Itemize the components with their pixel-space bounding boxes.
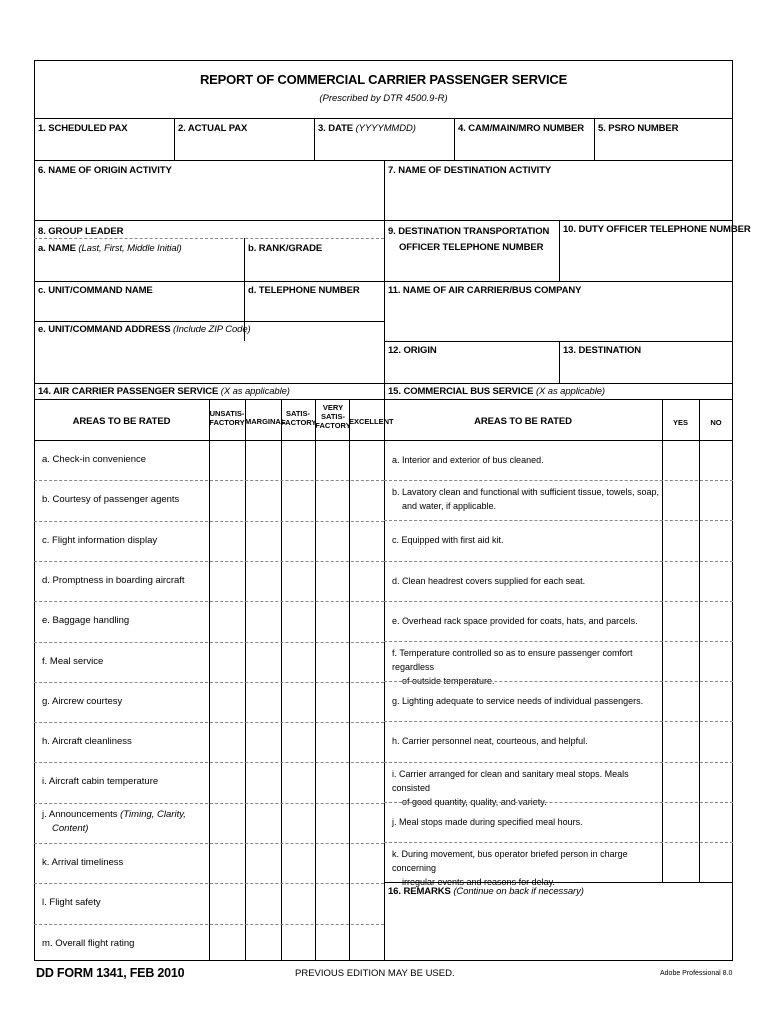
actual-pax-field[interactable] (176, 137, 312, 159)
air-rating-cell-excellent[interactable] (349, 803, 384, 843)
air-rating-cell-unsatisfactory[interactable] (209, 440, 245, 480)
destination-activity-label: 7. NAME OF DESTINATION ACTIVITY (388, 165, 552, 176)
bus-rating-item-label: i. Carrier arranged for clean and sanitary meal stops. Meals consisted of good quantity, quality, and variety. (392, 768, 629, 807)
air-rating-cell-satisfactory[interactable] (281, 561, 315, 601)
air-rating-cell-very-satisfactory[interactable] (315, 843, 349, 883)
cam-number-field[interactable] (456, 137, 592, 159)
bus-rating-cell-no[interactable] (699, 440, 733, 480)
air-rating-cell-unsatisfactory[interactable] (209, 762, 245, 802)
destination-label: 13. DESTINATION (563, 345, 642, 356)
psro-number-label: 5. PSRO NUMBER (598, 123, 679, 134)
air-rating-cell-excellent[interactable] (349, 561, 384, 601)
bus-rating-row (384, 842, 733, 887)
bus-rating-cell-yes[interactable] (662, 762, 699, 802)
scheduled-pax-field[interactable] (36, 137, 172, 159)
bus-rating-cell-no[interactable] (699, 561, 733, 601)
bus-rating-cell-no[interactable] (699, 842, 733, 882)
air-rating-cell-very-satisfactory[interactable] (315, 561, 349, 601)
leader-name-field[interactable] (36, 258, 242, 278)
remarks-field[interactable] (386, 900, 731, 958)
cam-number-label: 4. CAM/MAIN/MRO NUMBER (458, 123, 585, 134)
unit-address-label: e. UNIT/COMMAND ADDRESS (Include ZIP Code) (38, 324, 251, 335)
air-rating-row (34, 440, 384, 480)
col-yes: YES (672, 418, 688, 427)
air-rating-row (34, 924, 384, 964)
air-rating-cell-excellent[interactable] (349, 480, 384, 520)
air-rating-cell-marginal[interactable] (245, 722, 281, 762)
air-rating-cell-unsatisfactory[interactable] (209, 480, 245, 520)
destination-field[interactable] (561, 360, 731, 381)
air-rating-cell-satisfactory[interactable] (281, 843, 315, 883)
air-areas-header: AREAS TO BE RATED (72, 416, 171, 427)
origin-label: 12. ORIGIN (388, 345, 437, 356)
bus-rating-cell-no[interactable] (699, 802, 733, 842)
bus-rating-row (384, 762, 733, 807)
date-field[interactable] (316, 137, 452, 159)
telephone-number-label: d. TELEPHONE NUMBER (248, 285, 360, 296)
carrier-company-label: 11. NAME OF AIR CARRIER/BUS COMPANY (388, 285, 582, 296)
bus-rating-item-label: a. Interior and exterior of bus cleaned. (392, 455, 544, 465)
remarks-label: 16. REMARKS (Continue on back if necessary) (388, 886, 584, 897)
date-label: 3. DATE (YYYYMMDD) (318, 123, 416, 134)
bus-rating-cell-yes[interactable] (662, 561, 699, 601)
air-rating-cell-marginal[interactable] (245, 480, 281, 520)
air-rating-item-label: m. Overall flight rating (42, 937, 135, 949)
unit-command-name-field[interactable] (36, 300, 242, 320)
bus-rating-cell-yes[interactable] (662, 802, 699, 842)
air-rating-item-label: h. Aircraft cleanliness (42, 736, 132, 748)
bus-rating-cell-no[interactable] (699, 480, 733, 520)
col-no: NO (710, 418, 722, 427)
air-rating-cell-excellent[interactable] (349, 682, 384, 722)
air-rating-cell-unsatisfactory[interactable] (209, 803, 245, 843)
form-number: DD FORM 1341, FEB 2010 (36, 966, 185, 980)
bus-rating-cell-yes[interactable] (662, 520, 699, 560)
air-rating-cell-excellent[interactable] (349, 924, 384, 964)
bus-rating-cell-yes[interactable] (662, 681, 699, 721)
air-rating-item-label: c. Flight information display (42, 534, 158, 546)
air-rating-row (34, 601, 384, 641)
scheduled-pax-label: 1. SCHEDULED PAX (38, 123, 128, 134)
air-rating-row (34, 480, 384, 520)
air-rating-cell-satisfactory[interactable] (281, 521, 315, 561)
air-rating-item-label: j. Announcements (Timing, Clarity, Content) (42, 808, 186, 834)
previous-edition-note: PREVIOUS EDITION MAY BE USED. (295, 968, 455, 979)
air-rating-item-label: l. Flight safety (42, 897, 101, 909)
air-rating-cell-marginal[interactable] (245, 521, 281, 561)
bus-rating-row (384, 520, 733, 560)
air-rating-cell-satisfactory[interactable] (281, 480, 315, 520)
air-rating-cell-very-satisfactory[interactable] (315, 601, 349, 641)
air-rating-cell-unsatisfactory[interactable] (209, 642, 245, 682)
bus-section-label: 15. COMMERCIAL BUS SERVICE (X as applicable) (388, 386, 605, 397)
air-rating-item-label: f. Meal service (42, 655, 104, 667)
destination-activity-field[interactable] (386, 180, 731, 218)
air-rating-item-label: a. Check-in convenience (42, 454, 147, 465)
air-rating-cell-very-satisfactory[interactable] (315, 803, 349, 843)
air-rating-cell-marginal[interactable] (245, 883, 281, 923)
duty-officer-phone-label: 10. DUTY OFFICER TELEPHONE NUMBER (563, 224, 751, 235)
air-rating-cell-unsatisfactory[interactable] (209, 924, 245, 964)
air-rating-cell-very-satisfactory[interactable] (315, 682, 349, 722)
bus-rating-row (384, 802, 733, 842)
bus-rating-item-label: b. Lavatory clean and functional with sufficient tissue, towels, soap, and water, if applicable. (392, 487, 659, 512)
air-rating-cell-excellent[interactable] (349, 762, 384, 802)
bus-rating-row (384, 601, 733, 641)
bus-rating-row (384, 440, 733, 480)
air-rating-item-label: k. Arrival timeliness (42, 857, 124, 868)
bus-rating-item-label: j. Meal stops made during specified meal hours. (392, 816, 583, 827)
bus-rating-cell-no[interactable] (699, 641, 733, 681)
air-rating-row (34, 561, 384, 601)
air-rating-cell-unsatisfactory[interactable] (209, 722, 245, 762)
bus-rating-cell-yes[interactable] (662, 601, 699, 641)
bus-rating-cell-no[interactable] (699, 762, 733, 802)
air-rating-cell-very-satisfactory[interactable] (315, 924, 349, 964)
air-rating-cell-unsatisfactory[interactable] (209, 843, 245, 883)
air-rating-cell-unsatisfactory[interactable] (209, 561, 245, 601)
air-rating-row (34, 682, 384, 722)
air-rating-cell-marginal[interactable] (245, 803, 281, 843)
air-rating-cell-satisfactory[interactable] (281, 803, 315, 843)
air-rating-row (34, 722, 384, 762)
air-rating-cell-very-satisfactory[interactable] (315, 440, 349, 480)
air-rating-cell-marginal[interactable] (245, 642, 281, 682)
air-rating-cell-excellent[interactable] (349, 521, 384, 561)
bus-rating-cell-no[interactable] (699, 721, 733, 761)
air-rating-cell-excellent[interactable] (349, 642, 384, 682)
rank-grade-label: b. RANK/GRADE (248, 243, 323, 254)
air-rating-cell-excellent[interactable] (349, 843, 384, 883)
air-rating-cell-very-satisfactory[interactable] (315, 642, 349, 682)
bus-rating-item-label: d. Clean headrest covers supplied for each seat. (392, 575, 586, 586)
air-rating-cell-very-satisfactory[interactable] (315, 883, 349, 923)
air-rating-cell-excellent[interactable] (349, 440, 384, 480)
origin-field[interactable] (386, 360, 557, 381)
air-rating-cell-satisfactory[interactable] (281, 722, 315, 762)
bus-rating-cell-no[interactable] (699, 681, 733, 721)
leader-name-label: a. NAME (Last, First, Middle Initial) (38, 243, 182, 254)
air-rating-cell-excellent[interactable] (349, 601, 384, 641)
air-rating-cell-satisfactory[interactable] (281, 601, 315, 641)
bus-rating-cell-yes[interactable] (662, 641, 699, 681)
unit-command-name-label: c. UNIT/COMMAND NAME (38, 285, 153, 296)
bus-rating-row (384, 480, 733, 520)
bus-rating-cell-yes[interactable] (662, 721, 699, 761)
air-rating-row (34, 843, 384, 883)
air-rating-item-label: i. Aircraft cabin temperature (42, 776, 159, 788)
bus-rating-row (384, 641, 733, 686)
air-rating-row (34, 803, 384, 843)
air-rating-cell-satisfactory[interactable] (281, 642, 315, 682)
software-note: Adobe Professional 8.0 (660, 970, 733, 977)
air-rating-cell-marginal[interactable] (245, 762, 281, 802)
air-rating-cell-satisfactory[interactable] (281, 440, 315, 480)
air-rating-cell-excellent[interactable] (349, 722, 384, 762)
air-rating-cell-unsatisfactory[interactable] (209, 883, 245, 923)
bus-rating-item-label: c. Equipped with first aid kit. (392, 535, 504, 546)
bus-rating-item-label: k. During movement, bus operator briefed person in charge concerning irregular events and reasons for delay. (392, 849, 628, 887)
actual-pax-label: 2. ACTUAL PAX (178, 123, 248, 134)
air-rating-cell-satisfactory[interactable] (281, 682, 315, 722)
form-subtitle: (Prescribed by DTR 4500.9-R) (319, 93, 448, 104)
air-rating-row (34, 521, 384, 561)
air-rating-cell-unsatisfactory[interactable] (209, 682, 245, 722)
air-rating-row (34, 883, 384, 923)
col-marginal: MARGINAL (245, 417, 286, 426)
form-title: REPORT OF COMMERCIAL CARRIER PASSENGER SERVICE (199, 72, 568, 87)
air-rating-cell-satisfactory[interactable] (281, 762, 315, 802)
origin-activity-label: 6. NAME OF ORIGIN ACTIVITY (38, 165, 172, 176)
air-rating-cell-very-satisfactory[interactable] (315, 480, 349, 520)
air-rating-cell-satisfactory[interactable] (281, 883, 315, 923)
air-rating-item-label: d. Promptness in boarding aircraft (42, 574, 185, 586)
unit-address-field[interactable] (36, 339, 382, 381)
air-rating-row (34, 762, 384, 802)
air-rating-item-label: e. Baggage handling (42, 615, 130, 627)
bus-rating-item-label: f. Temperature controlled so as to ensure passenger comfort regardless of outside temperature. (392, 648, 633, 686)
bus-rating-cell-no[interactable] (699, 520, 733, 560)
air-rating-item-label: b. Courtesy of passenger agents (42, 494, 180, 506)
carrier-company-field[interactable] (386, 300, 731, 338)
bus-rating-cell-no[interactable] (699, 601, 733, 641)
dest-transport-officer-label: 9. DESTINATION TRANSPORTATION OFFICER TELEPHONE NUMBER (388, 226, 550, 253)
air-rating-cell-marginal[interactable] (245, 682, 281, 722)
bus-rating-row (384, 721, 733, 761)
dest-transport-officer-field[interactable] (386, 258, 557, 279)
bus-rating-cell-yes[interactable] (662, 842, 699, 882)
col-satisfactory: SATIS- FACTORY (281, 409, 317, 427)
air-rating-cell-marginal[interactable] (245, 601, 281, 641)
air-rating-cell-excellent[interactable] (349, 883, 384, 923)
air-rating-cell-very-satisfactory[interactable] (315, 722, 349, 762)
col-excellent: EXCELLENT (349, 417, 394, 426)
air-rating-cell-very-satisfactory[interactable] (315, 521, 349, 561)
air-rating-cell-very-satisfactory[interactable] (315, 762, 349, 802)
bus-rating-item-label: e. Overhead rack space provided for coats, hats, and parcels. (392, 615, 638, 626)
air-rating-cell-unsatisfactory[interactable] (209, 521, 245, 561)
bus-rating-item-label: g. Lighting adequate to service needs of individual passengers. (392, 696, 644, 707)
origin-activity-field[interactable] (36, 180, 382, 218)
group-leader-label: 8. GROUP LEADER (38, 226, 124, 237)
air-rating-cell-marginal[interactable] (245, 843, 281, 883)
psro-number-field[interactable] (596, 137, 731, 159)
air-section-label: 14. AIR CARRIER PASSENGER SERVICE (X as applicable) (38, 386, 290, 397)
bus-rating-row (384, 681, 733, 721)
air-rating-row (34, 642, 384, 682)
air-rating-cell-satisfactory[interactable] (281, 924, 315, 964)
air-rating-cell-marginal[interactable] (245, 561, 281, 601)
bus-rating-item-label: h. Carrier personnel neat, courteous, and helpful. (392, 736, 588, 747)
air-rating-cell-marginal[interactable] (245, 924, 281, 964)
bus-rating-cell-yes[interactable] (662, 440, 699, 480)
col-very-satisfactory: VERY SATIS- FACTORY (315, 403, 351, 430)
air-rating-cell-unsatisfactory[interactable] (209, 601, 245, 641)
rank-grade-field[interactable] (246, 258, 382, 278)
col-unsatisfactory: UNSATIS- FACTORY (209, 409, 245, 427)
bus-rating-row (384, 561, 733, 601)
duty-officer-phone-field[interactable] (561, 240, 731, 279)
telephone-number-field[interactable] (246, 300, 382, 320)
air-rating-item-label: g. Aircrew courtesy (42, 695, 123, 707)
bus-areas-header: AREAS TO BE RATED (474, 416, 572, 427)
air-rating-cell-marginal[interactable] (245, 440, 281, 480)
bus-rating-cell-yes[interactable] (662, 480, 699, 520)
